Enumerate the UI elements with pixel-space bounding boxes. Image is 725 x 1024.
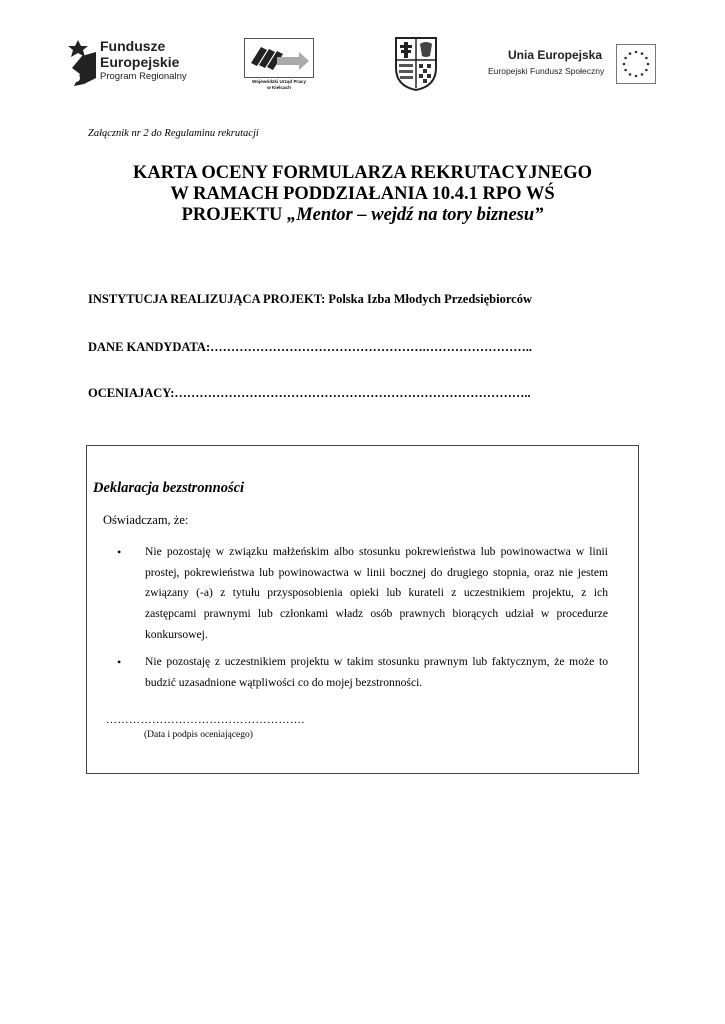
declaration-item: Nie pozostaję w związku małżeńskim albo stosunku pokrewieństwa lub powinowactwa w linii prostej, pokrewieństwa lub powinowactwa w linii bocznej do drugiego stopnia, oraz nie jestem związany (-a) z tytułu przysposobienia opieki lub kurateli z uczestnikiem projektu, z ich zastępcami prawnymi lub członkami władz osób prawnych biorących udział w procedurze konkursowej. bbox=[145, 545, 608, 641]
title-line3: PROJEKTU „Mentor – wejdź na tory biznesu” bbox=[181, 205, 544, 225]
eu-flag-icon bbox=[616, 44, 656, 84]
swietokrzyskie-coat-of-arms-icon bbox=[394, 34, 438, 92]
institution-field: INSTYTUCJA REALIZUJĄCA PROJEKT: Polska Izba Młodych Przedsiębiorców bbox=[88, 292, 533, 306]
document-title bbox=[60, 163, 665, 226]
evaluator-field[interactable]: OCENIAJACY:………………………………………………………………………….. bbox=[88, 386, 531, 400]
declaration-box bbox=[86, 445, 639, 774]
declaration-title: Deklaracja bezstronności bbox=[93, 480, 245, 496]
fe-line2: Europejskie bbox=[100, 54, 180, 70]
unia-europejska-logo bbox=[486, 42, 656, 86]
title-line2: W RAMACH PODDZIAŁANIA 10.4.1 RPO WŚ bbox=[170, 184, 555, 204]
fe-star-icon bbox=[66, 38, 98, 90]
wup-arrow-icon bbox=[245, 39, 313, 77]
candidate-field[interactable]: DANE KANDYDATA:…………………………………………….…………………….. bbox=[88, 340, 532, 354]
declaration-intro: Oświadczam, że: bbox=[103, 513, 189, 527]
ue-line1: Unia Europejska bbox=[508, 48, 603, 62]
wup-kielce-logo bbox=[244, 38, 314, 94]
signature-line[interactable]: ……………………………………………. bbox=[106, 714, 305, 726]
wup-emblem bbox=[244, 38, 314, 78]
ue-line2: Europejski Fundusz Społeczny bbox=[488, 66, 605, 76]
wup-caption: Wojewódzki Urząd Pracy w Kielcach bbox=[251, 79, 307, 90]
fundusze-europejskie-logo bbox=[66, 38, 201, 90]
bullet-icon: • bbox=[117, 545, 122, 559]
signature-caption: (Data i podpis oceniającego) bbox=[144, 730, 253, 740]
fe-line1: Fundusze bbox=[100, 38, 166, 54]
title-line1: KARTA OCENY FORMULARZA REKRUTACYJNEGO bbox=[133, 163, 592, 183]
declaration-item: Nie pozostaję z uczestnikiem projektu w takim stosunku prawnym lub faktycznym, że może to budzić uzasadnione wątpliwości co do mojej bezstronności. bbox=[145, 655, 608, 689]
bullet-icon: • bbox=[117, 655, 122, 669]
project-name: „Mentor – wejdź na tory biznesu” bbox=[286, 205, 544, 225]
fe-line3: Program Regionalny bbox=[100, 71, 187, 82]
annex-note: Załącznik nr 2 do Regulaminu rekrutacji bbox=[88, 128, 259, 139]
